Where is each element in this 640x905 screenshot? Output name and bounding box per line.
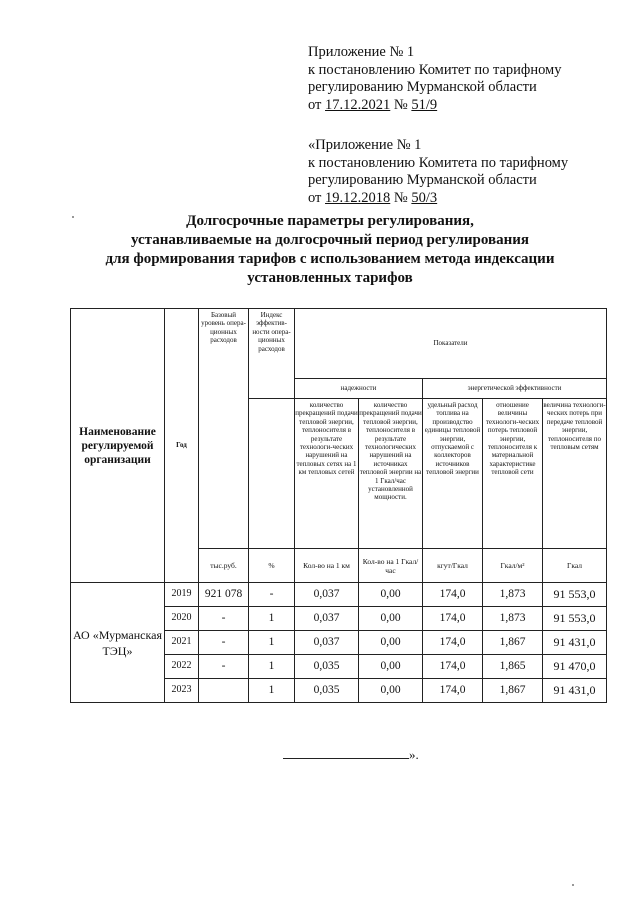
cell-reliability-sources: 0,00 xyxy=(359,679,423,703)
cell-efficiency-index: 1 xyxy=(249,679,295,703)
cell-reliability-sources: 0,00 xyxy=(359,607,423,631)
group-header-energy-efficiency: энергетической эффективности xyxy=(423,379,607,399)
col-header-loss-ratio: отношение величины технологи-ческих потерь тепловой энергии, теплоносителя к материальной характеристике тепловой сети xyxy=(483,399,543,549)
organization-name: АО «Мурманская ТЭЦ» xyxy=(71,583,165,703)
cell-heat-losses: 91 431,0 xyxy=(543,631,607,655)
scan-speck xyxy=(72,216,74,218)
col-header-fuel-rate: удельный расход топлива на производство единицы тепловой энергии, отпускаемой с коллекторов источников тепловой энергии xyxy=(423,399,483,549)
appendix-date-line: от 19.12.2018 № 50/3 xyxy=(308,189,438,206)
decree-date: 17.12.2021 xyxy=(325,96,391,113)
cell-loss-ratio: 1,867 xyxy=(483,631,543,655)
closing-quote: ». xyxy=(409,747,419,762)
appendix-title: «Приложение № 1 xyxy=(308,137,422,153)
appendix-ref-line: регулированию Мурманской области xyxy=(308,172,537,188)
col-header-year: Год xyxy=(165,309,199,583)
cell-efficiency-index: - xyxy=(249,583,295,607)
unit-base-level: тыс.руб. xyxy=(199,549,249,583)
decree-number: 50/3 xyxy=(411,189,438,206)
cell-fuel-rate: 174,0 xyxy=(423,607,483,631)
cell-reliability-sources: 0,00 xyxy=(359,583,423,607)
cell-loss-ratio: 1,865 xyxy=(483,655,543,679)
cell-reliability-networks: 0,037 xyxy=(295,583,359,607)
unit-loss-ratio: Гкал/м² xyxy=(483,549,543,583)
appendix-ref-line: к постановлению Комитета по тарифному xyxy=(308,154,569,171)
col-header-indicators: Показатели xyxy=(295,309,607,379)
cell-year: 2023 xyxy=(165,679,199,703)
cell-fuel-rate: 174,0 xyxy=(423,655,483,679)
cell-reliability-networks: 0,035 xyxy=(295,655,359,679)
appendix-date-line: от 17.12.2021 № 51/9 xyxy=(308,96,438,113)
cell-efficiency-index: 1 xyxy=(249,655,295,679)
cell-loss-ratio: 1,873 xyxy=(483,583,543,607)
cell-heat-losses: 91 553,0 xyxy=(543,607,607,631)
cell-reliability-sources: 0,00 xyxy=(359,631,423,655)
cell-base-level: - xyxy=(199,655,249,679)
decree-number: 51/9 xyxy=(411,96,438,113)
cell-loss-ratio: 1,867 xyxy=(483,679,543,703)
signature-line xyxy=(283,746,409,759)
unit-reliability-networks: Кол-во на 1 км xyxy=(295,549,359,583)
parameters-table xyxy=(70,308,607,703)
cell-heat-losses: 91 553,0 xyxy=(543,583,607,607)
cell-reliability-networks: 0,035 xyxy=(295,679,359,703)
appendix-header-previous xyxy=(308,137,568,207)
closing-mark xyxy=(283,746,419,763)
col-header-heat-losses: величина технологи-ческих потерь при передаче тепловой энергии, теплоносителя по тепловым сетям xyxy=(543,399,607,549)
scan-speck xyxy=(572,884,574,886)
appendix-header-current xyxy=(308,44,561,114)
cell-efficiency-index: 1 xyxy=(249,631,295,655)
unit-heat-losses: Гкал xyxy=(543,549,607,583)
cell-efficiency-index: 1 xyxy=(249,607,295,631)
table-row xyxy=(71,583,607,607)
cell-year: 2021 xyxy=(165,631,199,655)
cell-year: 2019 xyxy=(165,583,199,607)
cell-year: 2020 xyxy=(165,607,199,631)
appendix-ref-line: к постановлению Комитет по тарифному xyxy=(308,61,562,78)
col-header-efficiency-index: Индекс эффектив-ности опера-ционных расходов xyxy=(249,309,295,399)
cell-reliability-networks: 0,037 xyxy=(295,607,359,631)
appendix-title: Приложение № 1 xyxy=(308,44,415,60)
decree-date: 19.12.2018 xyxy=(325,189,391,206)
cell-fuel-rate: 174,0 xyxy=(423,583,483,607)
col-header-organization: Наименование регулируемой организации xyxy=(71,309,165,583)
cell-base-level: - xyxy=(199,607,249,631)
cell-base-level xyxy=(199,679,249,703)
cell-year: 2022 xyxy=(165,655,199,679)
col-header-reliability-networks: количество прекращений подачи тепловой энергии, теплоносителя в результате технологи-ческих нарушений на тепловых сетях на 1 км тепловых сетей xyxy=(295,399,359,549)
col-header-base-level: Базовый уровень опера-ционных расходов xyxy=(199,309,249,549)
cell-base-level: 921 078 xyxy=(199,583,249,607)
unit-efficiency-index: % xyxy=(249,549,295,583)
cell-base-level: - xyxy=(199,631,249,655)
cell-reliability-sources: 0,00 xyxy=(359,655,423,679)
cell-heat-losses: 91 470,0 xyxy=(543,655,607,679)
document-title: Долгосрочные параметры регулирования, устанавливаемые на долгосрочный период регулирования для формирования тарифов с использованием метода индексации установленных тарифов xyxy=(105,213,555,286)
cell-reliability-networks: 0,037 xyxy=(295,631,359,655)
unit-reliability-sources: Кол-во на 1 Гкал/час xyxy=(359,549,423,583)
cell-loss-ratio: 1,873 xyxy=(483,607,543,631)
group-header-reliability: надежности xyxy=(295,379,423,399)
appendix-ref-line: регулированию Мурманской области xyxy=(308,79,537,95)
cell-heat-losses: 91 431,0 xyxy=(543,679,607,703)
unit-fuel-rate: кгут/Гкал xyxy=(423,549,483,583)
col-header-reliability-sources: количество прекращений подачи тепловой энергии, теплоносителя в результате технологических нарушений на источниках тепловой энергии на 1 Гкал/час установленной мощности. xyxy=(359,399,423,549)
cell-fuel-rate: 174,0 xyxy=(423,679,483,703)
cell-fuel-rate: 174,0 xyxy=(423,631,483,655)
